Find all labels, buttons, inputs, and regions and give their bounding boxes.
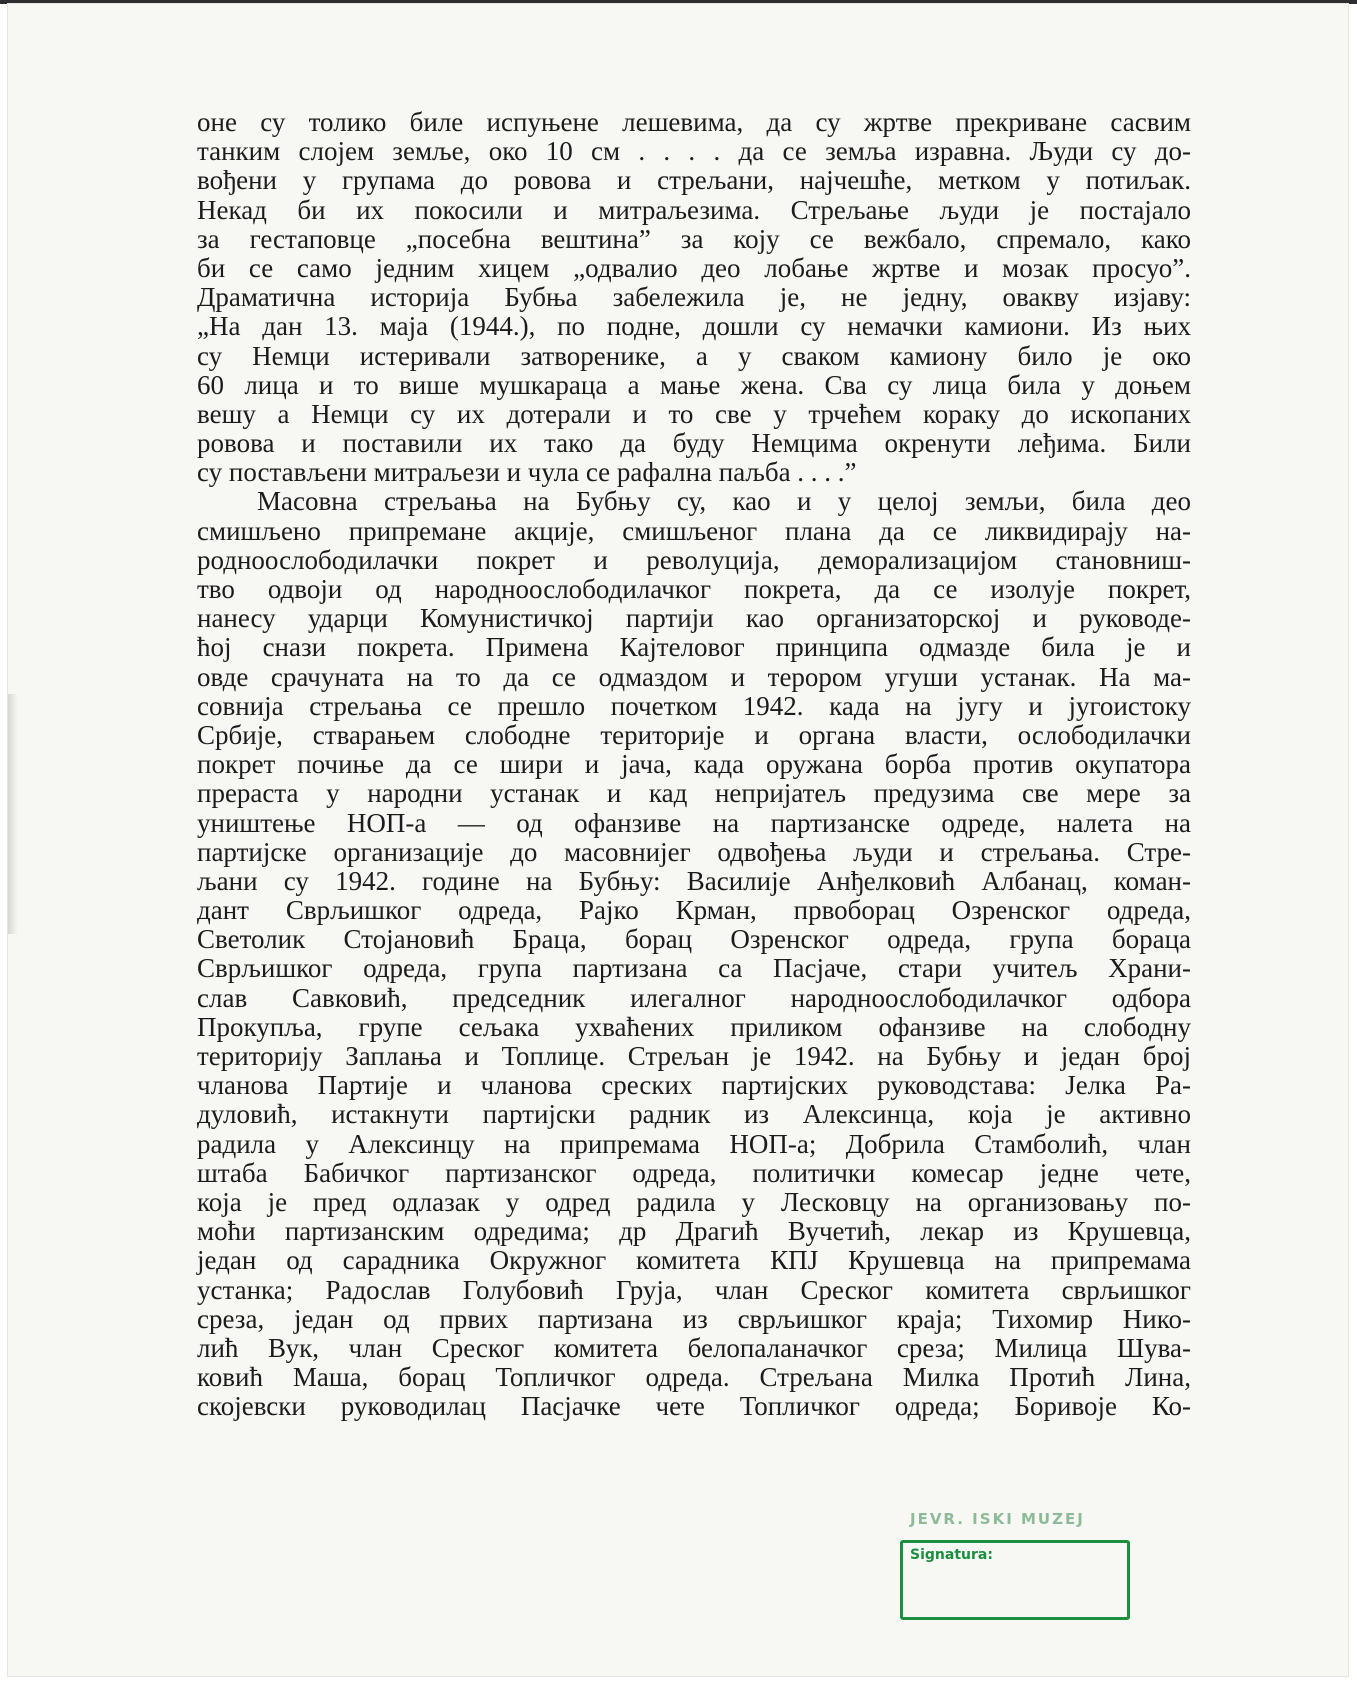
text-line: партијске организације до масовнијег одвођења људи и стрељања. Стре- bbox=[197, 836, 1191, 867]
text-line: љани су 1942. године на Бубњу: Василије Анђелковић Албанац, коман- bbox=[197, 865, 1191, 896]
text-line: слав Савковић, председник илегалног народноослободилачког одбора bbox=[197, 982, 1191, 1013]
text-line: среза, један од првих партизана из сврљишког краја; Тихомир Нико- bbox=[197, 1303, 1191, 1334]
text-line: совнија стрељања се прешло почетком 1942. када на југу и југоистоку bbox=[197, 690, 1191, 721]
text-line: територију Заплања и Топлице. Стрељан је 1942. на Бубњу и један број bbox=[197, 1041, 1191, 1071]
text-line: роднoослободилачки покрет и револуција, деморализацијом становниш- bbox=[197, 544, 1191, 575]
text-line: тво одвоји од народноослободилачког покрета, да се изолује покрет, bbox=[197, 574, 1191, 604]
text-line: смишљено припремане акције, смишљеног плана да се ликвидирају на- bbox=[197, 515, 1191, 546]
text-line: радила у Алексинцу на припремама НОП-а; Добрила Стамболић, члан bbox=[197, 1128, 1191, 1159]
text-line: дант Сврљишког одреда, Рајко Крман, првоборац Озренског одреда, bbox=[197, 895, 1191, 926]
text-line: вешу а Немци су их дотерали и то све у трчећем кораку до ископаних bbox=[197, 398, 1191, 429]
text-line: прераста у народни устанак и кад непријатељ предузима све мере за bbox=[197, 778, 1191, 809]
text-line: нанесу ударци Комунистичкој партији као организаторској и руководе- bbox=[197, 603, 1191, 634]
stamp-museum-text: ЈЕVR. ISKI MUZEJ bbox=[910, 1510, 1085, 1528]
text-line: су Немци истеривали затворенике, а у сваком камиону било је око bbox=[197, 340, 1191, 371]
text-line: за гестаповце „посебна вештина” за коју се вежбало, спремало, како bbox=[197, 223, 1191, 254]
text-line: 60 лица и то више мушкараца а мање жена. Сва су лица била у доњем bbox=[197, 369, 1191, 400]
text-line: уништење НОП-а — од офанзиве на партизанске одреде, налета на bbox=[197, 807, 1191, 838]
text-line: моћи партизанским одредима; др Драгић Вучетић, лекар из Крушевца, bbox=[197, 1216, 1191, 1247]
text-line: би се само једним хицем „одвалио део лобање жртве и мозак просуо”. bbox=[197, 252, 1191, 283]
text-line: су постављени митраљези и чула се рафална паљба . . . .” bbox=[197, 457, 857, 488]
text-line: чланова Партије и чланова среских партијских руководстава: Јелка Ра- bbox=[197, 1070, 1191, 1101]
text-line: вођени у групама до ровова и стрељани, најчешће, метком у потиљак. bbox=[197, 165, 1191, 196]
text-line: ковић Маша, борац Топличког одреда. Стрељана Милка Протић Лина, bbox=[197, 1362, 1191, 1393]
text-line: Драматична историја Бубња забележила је, не једну, овакву изјаву: bbox=[197, 282, 1191, 313]
text-line: танким слојем земље, око 10 см . . . . да се земља изравна. Људи су до- bbox=[197, 136, 1191, 167]
text-line: покрет почиње да се шири и јача, када оружана борба против окупатора bbox=[197, 749, 1191, 780]
stamp-signature-label: Signatura: bbox=[910, 1547, 993, 1563]
text-line: овде срачуната на то да се одмаздом и терором угуши устанак. На ма- bbox=[197, 661, 1191, 692]
text-line: Некад би их покосили и митраљезима. Стрељање људи је постајало bbox=[197, 194, 1191, 225]
text-line: „На дан 13. маја (1944.), по подне, дошли су немачки камиони. Из њих bbox=[197, 311, 1191, 342]
paragraph-start-line: Масовна стрељања на Бубњу су, као и у целој земљи, била део bbox=[257, 486, 1191, 517]
signature-stamp-box bbox=[900, 1540, 1130, 1620]
text-line: оне су толико биле испуњене лешевима, да су жртве прекриване сасвим bbox=[197, 107, 1191, 137]
text-line: Сврљишког одреда, група партизана са Пасјаче, стари учитељ Храни- bbox=[197, 953, 1191, 984]
library-stamp bbox=[896, 1500, 1136, 1640]
text-line: Светолик Стојановић Браца, борац Озренског одреда, група бораца bbox=[197, 924, 1191, 955]
text-line: ћој снази покрета. Примена Кајтеловог принципа одмазде била је и bbox=[197, 632, 1191, 663]
binding-shadow bbox=[8, 694, 18, 934]
text-line: која је пред одлазак у одред радила у Лесковцу на организовању по- bbox=[197, 1186, 1191, 1217]
text-line: Прокупља, групе сељака ухваћених приликом офанзиве на слободну bbox=[197, 1011, 1191, 1042]
text-line: дуловић, истакнути партијски радник из Алексинца, која је активно bbox=[197, 1099, 1191, 1130]
document-body bbox=[197, 108, 1191, 1421]
text-line: један од сарадника Окружног комитета КПЈ Крушевца на припремама bbox=[197, 1245, 1191, 1276]
text-line: устанка; Радослав Голубовић Груја, члан Среског комитета сврљишког bbox=[197, 1274, 1191, 1305]
text-line: скојевски руководилац Пасјачке чете Топличког одреда; Боривоје Ко- bbox=[197, 1391, 1191, 1422]
text-line: штаба Бабичког партизанског одреда, политички комесар једне чете, bbox=[197, 1157, 1191, 1188]
text-line: Србије, стварањем слободне територије и органа власти, ослободилачки bbox=[197, 719, 1191, 750]
text-line: ровова и поставили их тако да буду Немцима окренути леђима. Били bbox=[197, 428, 1191, 459]
text-line: лић Вук, члан Среског комитета белопаланачког среза; Милица Шува- bbox=[197, 1332, 1191, 1363]
